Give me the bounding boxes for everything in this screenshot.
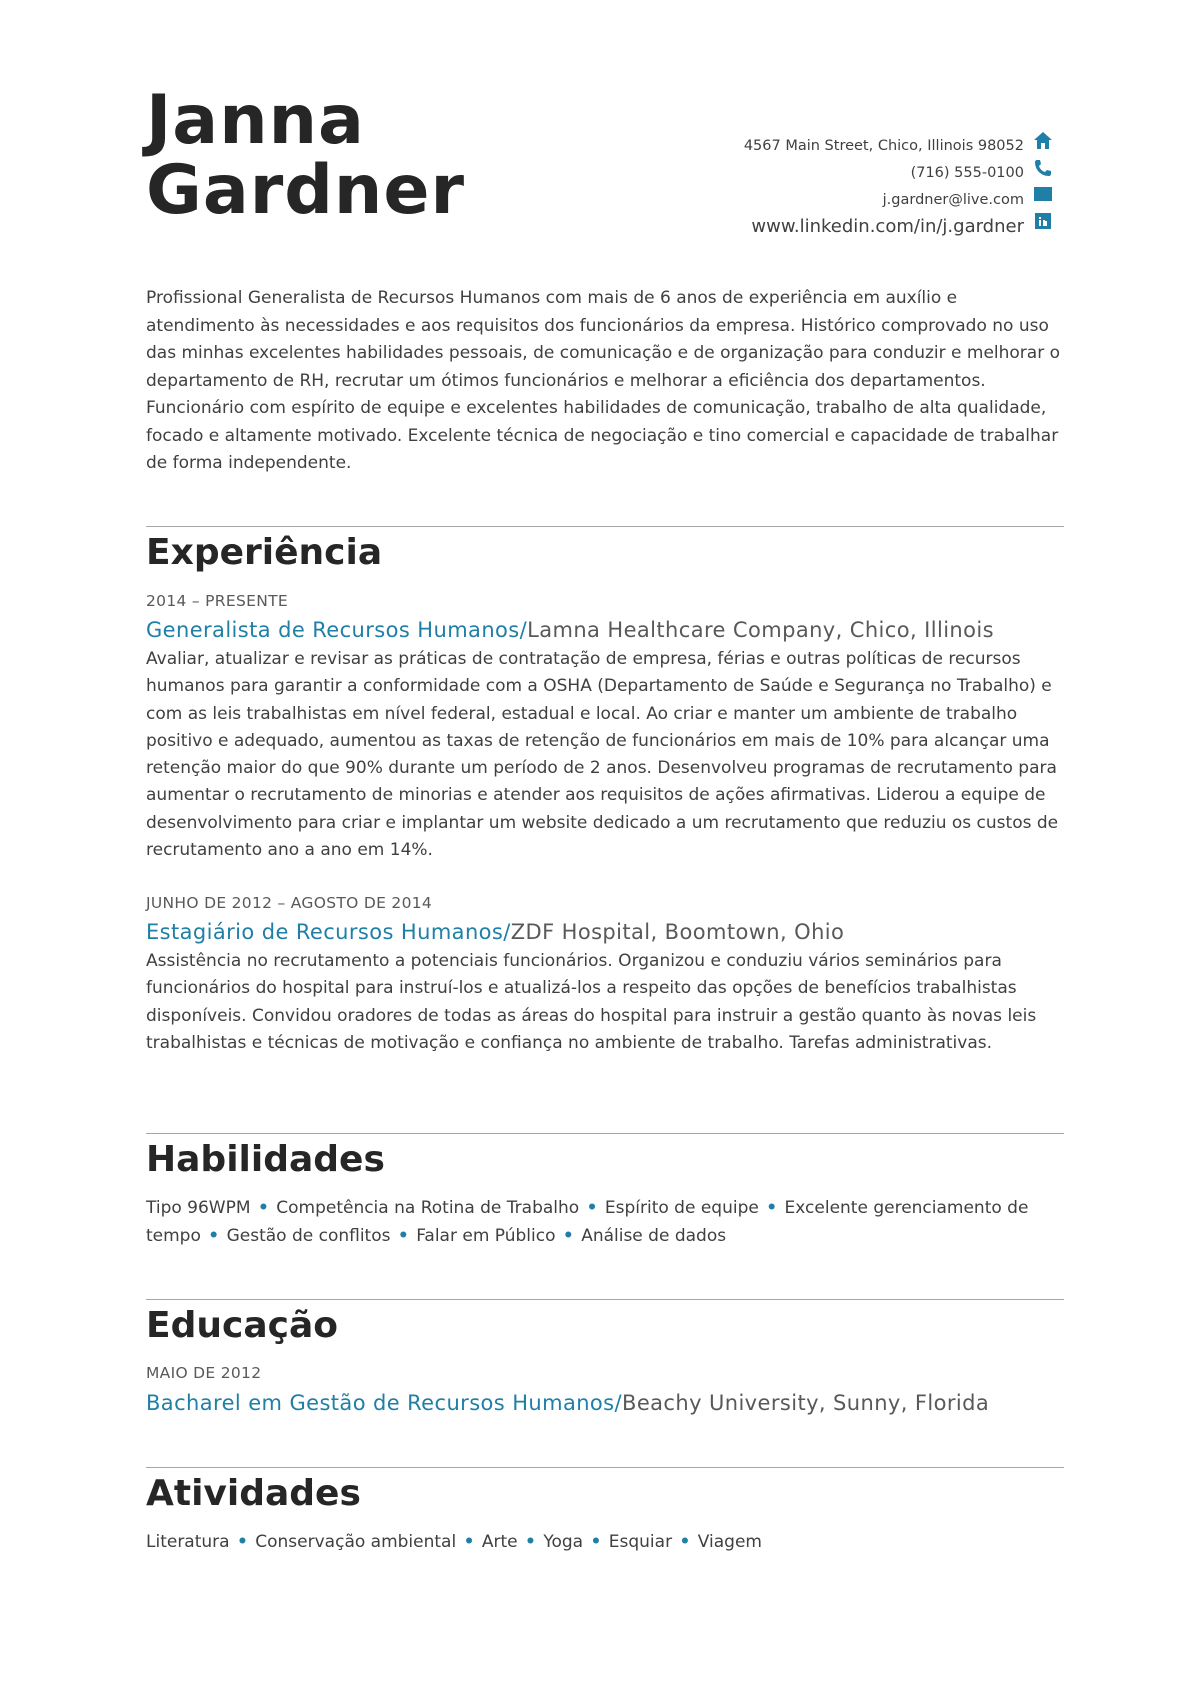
phone-icon: [1032, 157, 1054, 179]
bullet-separator: •: [236, 1532, 248, 1552]
address-row: [744, 132, 1024, 159]
bullet-separator: •: [208, 1225, 220, 1246]
education-degree: Bacharel em Gestão de Recursos Humanos: [146, 1391, 615, 1415]
education-separator: /: [614, 1391, 623, 1415]
job-2-header: [146, 919, 844, 945]
section-divider: [146, 1299, 1064, 1300]
list-item: Espírito de equipe: [604, 1198, 759, 1218]
list-item: Literatura: [146, 1532, 230, 1552]
job-1-header: [146, 617, 994, 643]
linkedin-row: [744, 213, 1024, 240]
bullet-separator: •: [257, 1198, 269, 1218]
job-1-separator: /: [519, 618, 528, 642]
experience-heading: Experiência: [146, 532, 383, 573]
address-text: 4567 Main Street, Chico, Illinois 98052: [743, 137, 1024, 154]
email-row: [744, 186, 1024, 213]
section-divider: [146, 1133, 1064, 1134]
home-icon: [1032, 130, 1054, 152]
job-1-company: Lamna Healthcare Company, Chico, Illinois: [527, 618, 994, 642]
job-2-company: ZDF Hospital, Boomtown, Ohio: [510, 920, 845, 944]
list-item: Competência na Rotina de Trabalho: [276, 1198, 580, 1218]
education-heading: Educação: [146, 1305, 338, 1346]
list-item: Conservação ambiental: [255, 1532, 457, 1552]
skills-heading: Habilidades: [146, 1139, 385, 1180]
bullet-separator: •: [766, 1198, 778, 1218]
job-2-description: Assistência no recrutamento a potenciais funcionários. Organizou e conduziu vários seminários para funcionários do hospital para instruí-los e atualizá-los a respeito das opções de benefícios trabalhistas disponíveis. Convidou oradores de todas as áreas do hospital para instruir a gestão quanto às novas leis trabalhistas e técnicas de motivação e confiança no ambiente de trabalho. Tarefas administrativas.: [146, 951, 1037, 1053]
list-item: Viagem: [697, 1532, 762, 1552]
section-divider: [146, 1467, 1064, 1468]
bullet-separator: •: [590, 1532, 602, 1552]
list-item: Análise de dados: [581, 1225, 727, 1246]
list-item: Gestão de conflitos: [226, 1225, 391, 1246]
bullet-separator: •: [679, 1532, 691, 1552]
phone-text: (716) 555-0100: [910, 164, 1024, 181]
section-divider: [146, 526, 1064, 527]
email-icon: [1032, 183, 1054, 205]
bullet-separator: •: [397, 1225, 409, 1246]
activities-list: [146, 1529, 1066, 1557]
list-item: Esquiar: [608, 1532, 673, 1552]
email-link[interactable]: j.gardner@live.com: [882, 191, 1024, 208]
contact-info: [744, 132, 1024, 240]
list-item: Yoga: [543, 1532, 584, 1552]
linkedin-icon: [1032, 210, 1054, 232]
job-2-dates: JUNHO DE 2012 – AGOSTO DE 2014: [146, 894, 433, 912]
last-name: Gardner: [146, 151, 465, 230]
education-school: Beachy University, Sunny, Florida: [622, 1391, 990, 1415]
list-item: Tipo 96WPM: [146, 1198, 251, 1218]
job-2-separator: /: [503, 920, 511, 944]
bullet-separator: •: [463, 1532, 475, 1552]
first-name: Janna: [146, 81, 365, 160]
education-dates: MAIO DE 2012: [146, 1364, 262, 1382]
job-1-description: Avaliar, atualizar e revisar as práticas de contratação de empresa, férias e outras políticas de recursos humanos para garantir a conformidade com a OSHA (Departamento de Saúde e Segurança no Trabalho) e com as leis trabalhistas em nível federal, estadual e local. Ao criar e manter um ambiente de trabalho positivo e adequado, aumentou as taxas de retenção de funcionários em mais de 10% para alcançar uma retenção maior do que 90% durante um período de 2 anos. Desenvolveu programas de recrutamento para aumentar o recrutamento de minorias e atender aos requisitos de ações afirmativas. Liderou a equipe de desenvolvimento para criar e implantar um website dedicado a um recrutamento que reduziu os custos de recrutamento ano a ano em 14%.: [146, 649, 1059, 861]
job-1-title: Generalista de Recursos Humanos: [146, 618, 520, 642]
skills-list: [146, 1195, 1066, 1250]
linkedin-link[interactable]: www.linkedin.com/in/j.gardner: [751, 216, 1024, 237]
professional-summary: Profissional Generalista de Recursos Humanos com mais de 6 anos de experiência em auxílio e atendimento às necessidades e aos requisitos dos funcionários da empresa. Histórico comprovado no uso das minhas excelentes habilidades pessoais, de comunicação e de organização para conduzir e melhorar o departamento de RH, recrutar um ótimos funcionários e melhorar a eficiência dos departamentos. Funcionário com espírito de equipe e excelentes habilidades de comunicação, trabalho de alta qualidade, focado e altamente motivado. Excelente técnica de negociação e tino comercial e capacidade de trabalhar de forma independente.: [146, 288, 1061, 473]
list-item: Falar em Público: [416, 1225, 556, 1246]
job-2-title: Estagiário de Recursos Humanos: [146, 920, 504, 944]
phone-row: [744, 159, 1024, 186]
applicant-name: [146, 81, 465, 230]
bullet-separator: •: [562, 1225, 574, 1246]
list-item: Excelente gerenciamento de tempo: [146, 1198, 1029, 1246]
activities-heading: Atividades: [146, 1473, 361, 1514]
education-header: [146, 1390, 989, 1416]
list-item: Arte: [481, 1532, 518, 1552]
bullet-separator: •: [586, 1198, 598, 1218]
job-1-dates: 2014 – PRESENTE: [146, 592, 288, 610]
bullet-separator: •: [525, 1532, 536, 1552]
